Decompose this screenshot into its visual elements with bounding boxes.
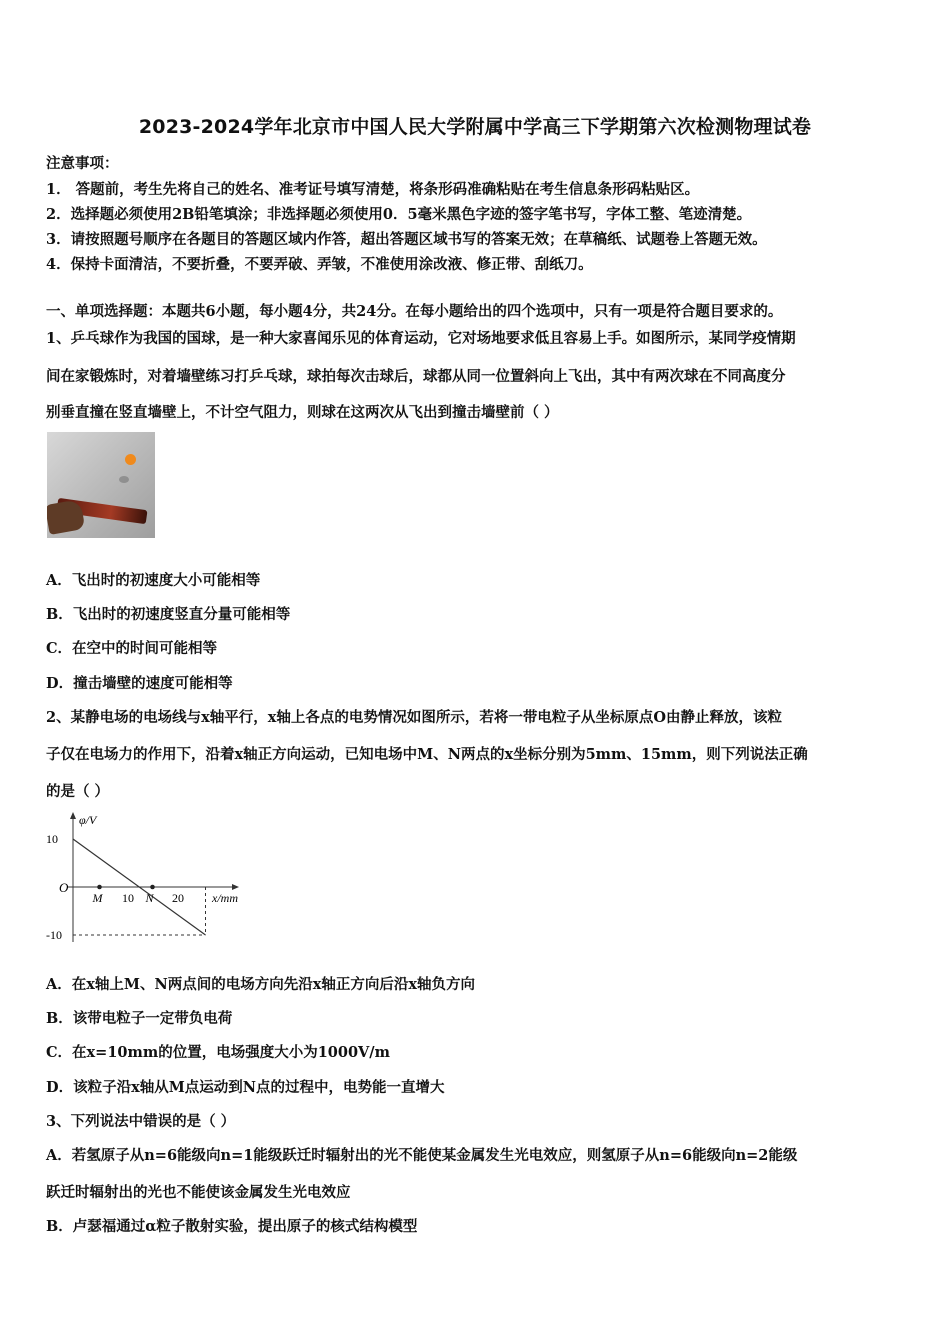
ping-pong-photo — [47, 432, 155, 538]
point-n-marker — [150, 885, 155, 890]
y-axis-label: φ/V — [79, 813, 97, 827]
page-title: 2023-2024学年北京市中国人民大学附属中学高三下学期第六次检测物理试卷 — [138, 116, 812, 138]
q3-option-a-line: A．若氢原子从n=6能级向n=1能级跃迁时辐射出的光不能使某金属发生光电效应，则氢原子从n=6能级向n=2能级 — [46, 1147, 798, 1164]
x-tick-label: 20 — [172, 891, 184, 905]
ball-shadow-shape — [119, 476, 129, 483]
q2-option-c: C．在x=10mm的位置，电场强度大小为1000V/m — [46, 1044, 390, 1061]
point-m-label: M — [92, 891, 103, 905]
x-axis-label: x/mm — [212, 891, 238, 905]
notice-item: 2．选择题必须使用2B铅笔填涂；非选择题必须使用0．5毫米黑色字迹的签字笔书写，字体工整、笔迹清楚。 — [46, 206, 752, 223]
notice-item: 3．请按照题号顺序在各题目的答题区域内作答，超出答题区域书写的答案无效；在草稿纸、试题卷上答题无效。 — [46, 231, 767, 248]
notice-item: 1． 答题前，考生先将自己的姓名、准考证号填写清楚，将条形码准确粘贴在考生信息条形码粘贴区。 — [46, 181, 700, 198]
notice-heading: 注意事项： — [46, 155, 119, 172]
q1-option-d: D．撞击墙壁的速度可能相等 — [46, 675, 233, 692]
q1-stem-line: 1、乒乓球作为我国的国球，是一种大家喜闻乐见的体育运动，它对场地要求低且容易上手。如图所示，某同学疫情期 — [46, 330, 796, 347]
point-m-marker — [97, 885, 102, 890]
notice-item: 4．保持卡面清洁，不要折叠，不要弄破、弄皱，不准使用涂改液、修正带、刮纸刀。 — [46, 256, 593, 273]
q3-option-a-line: 跃迁时辐射出的光也不能使该金属发生光电效应 — [46, 1184, 351, 1201]
section-header: 一、单项选择题：本题共6小题，每小题4分，共24分。在每小题给出的四个选项中，只有一项是符合题目要求的。 — [46, 303, 783, 320]
q2-option-a: A．在x轴上M、N两点间的电场方向先沿x轴正方向后沿x轴负方向 — [46, 976, 475, 993]
q1-stem-line: 间在家锻炼时，对着墙壁练习打乒乓球，球拍每次击球后，球都从同一位置斜向上飞出，其中有两次球在不同高度分 — [46, 368, 786, 385]
potential-chart — [44, 810, 264, 950]
q1-option-b: B．飞出时的初速度竖直分量可能相等 — [46, 606, 291, 623]
x-axis-arrow-icon — [232, 884, 239, 890]
y-tick-label: 10 — [46, 832, 58, 846]
q2-stem-line: 子仅在电场力的作用下，沿着x轴正方向运动，已知电场中M、N两点的x坐标分别为5mm、15mm，则下列说法正确 — [46, 746, 808, 763]
q2-stem-line: 2、某静电场的电场线与x轴平行，x轴上各点的电势情况如图所示，若将一带电粒子从坐标原点O由静止释放，该粒 — [46, 709, 783, 726]
q1-stem-line: 别垂直撞在竖直墙壁上，不计空气阻力，则球在这两次从飞出到撞击墙壁前（ ） — [46, 404, 559, 421]
point-n-label: N — [145, 891, 154, 905]
q3-stem: 3、下列说法中错误的是（ ） — [46, 1113, 236, 1130]
y-axis-arrow-icon — [70, 812, 76, 819]
q1-option-c: C．在空中的时间可能相等 — [46, 640, 218, 657]
x-tick-label: 10 — [122, 891, 134, 905]
q1-option-a: A．飞出时的初速度大小可能相等 — [46, 572, 261, 589]
q2-stem-line: 的是（ ） — [46, 783, 110, 800]
ball-shape — [125, 454, 136, 465]
q3-option-b: B．卢瑟福通过α粒子散射实验，提出原子的核式结构模型 — [46, 1218, 418, 1235]
origin-label: O — [59, 880, 69, 895]
q2-option-d: D．该粒子沿x轴从M点运动到N点的过程中，电势能一直增大 — [46, 1079, 445, 1096]
y-tick-label: -10 — [46, 928, 62, 942]
q2-option-b: B．该带电粒子一定带负电荷 — [46, 1010, 233, 1027]
